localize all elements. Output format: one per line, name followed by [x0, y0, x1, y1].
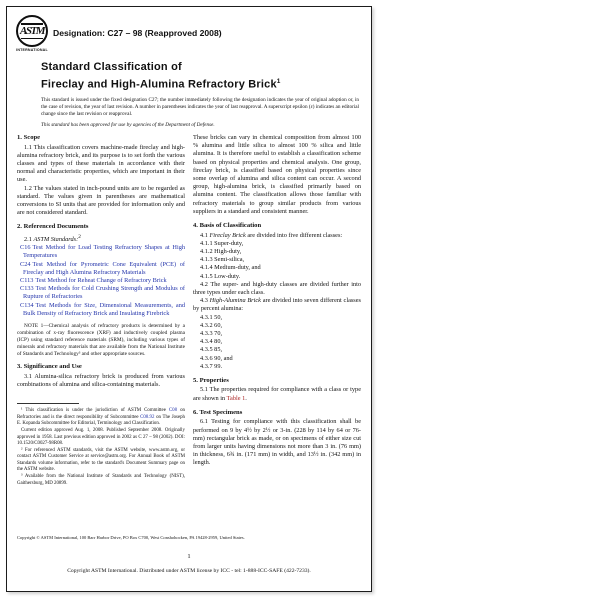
- paragraph-4-2: 4.2 The super- and high-duty classes are divided further into three types under each class.: [193, 280, 361, 296]
- paragraph-3-1: 3.1 Alumina-silica refractory brick is produced from various combinations of alumina and silica-containing materials.: [17, 372, 185, 389]
- list-item: 4.3.2 60,: [200, 321, 223, 329]
- list-item: 4.1.1 Super-duty,: [200, 239, 244, 247]
- table-1-link[interactable]: Table 1: [226, 394, 246, 402]
- paragraph-6-1: 6.1 Testing for compliance with this classification shall be performed on 9 by 4½ by 2½ or 3-in. (228 by 114 by 64 or 76-mm) rectangular brick as made, or on specimens of either size cut from larger units having dimensions not more than 3 in. (76 mm) in thickness, 6¾ in. (171 mm) in width, and 13½ in. (342 mm) in length.: [193, 418, 361, 467]
- footnote-divider: [17, 403, 79, 404]
- page-number: 1: [187, 553, 191, 560]
- astm-logo-monogram: ASTM: [20, 25, 44, 37]
- section-2-heading: 2. Referenced Documents: [17, 223, 89, 231]
- body-columns: [17, 134, 361, 488]
- section-6-heading: 6. Test Specimens: [193, 408, 243, 416]
- list-item: 4.3.1 50,: [200, 313, 223, 321]
- section-5-heading: 5. Properties: [193, 376, 229, 384]
- list-item: 4.3.3 70,: [200, 329, 223, 337]
- list-item: 4.3.4 80,: [200, 338, 223, 346]
- paragraph-1-2: 1.2 The values stated in inch-pound units are to be regarded as standard. The values given in parentheses are mathematical conversions to SI units that are provided for information only and are not considered standard.: [17, 184, 185, 217]
- list-item: 4.1.4 Medium-duty, and: [200, 264, 261, 272]
- footnote-2: ² For referenced ASTM standards, visit the ASTM website, www.astm.org, or contact ASTM Customer Service at service@astm.org. For Annual Book of ASTM Standards volume information, refer to the standard's Document Summary page on the ASTM website.: [17, 448, 185, 473]
- page-copyright-line: Copyright © ASTM International, 100 Barr Harbor Drive, PO Box C700, West Conshohocken, PA 19428-2959, United States.: [17, 535, 245, 540]
- title-footnote-marker: 1: [276, 77, 281, 85]
- paragraph-3-1-continuation: These bricks can vary in chemical composition from almost 100 % alumina and little silica to almost 100 % silica and little alumina. It is therefore useful to establish a classification scheme based on physical properties and chemical analysis. One group, fireclay brick, is classified based on physical properties since some overlap of alumina and silica content can occur. A second group, high-alumina brick, is classified primarily based on alumina content. The classification allows those familiar with refractory materials to group similar products from various suppliers in a standard and consistent manner.: [193, 134, 361, 215]
- issued-note: This standard is issued under the fixed designation C27; the number immediately following the designation indicates the year of original adoption or, in the case of revision, the year of last revision. A number in parentheses indicates the year of last reapproval. A superscript epsilon (ε) indicates an editorial change since the last revision or reapproval.: [41, 97, 359, 117]
- document-page: [6, 6, 372, 592]
- license-line: Copyright ASTM International. Distributed under ASTM license by ICC - tel: 1-888-ICC-SAFE (422-7233).: [67, 568, 311, 574]
- left-column: [17, 134, 185, 488]
- list-item: 4.3.6 90, and: [200, 354, 233, 362]
- subcommittee-c08-92-link[interactable]: C08.92: [140, 414, 155, 420]
- list-item: 4.1.2 High-duty,: [200, 247, 242, 255]
- list-item: 4.3.5 85,: [200, 346, 223, 354]
- footnote-3: ³ Available from the National Institute of Standards and Technology (NIST), Gaithersburg, MD 20899.: [17, 474, 185, 486]
- footnote-2-marker: 2: [78, 233, 81, 240]
- title-line-1: Standard Classification of: [41, 61, 182, 73]
- standard-title: [41, 61, 281, 92]
- list-item: 4.1.5 Low-duty.: [200, 272, 241, 280]
- paragraph-4-1: 4.1 Fireclay Brick are divided into five different classes:: [200, 231, 343, 239]
- list-item: 4.3.7 99.: [200, 362, 223, 370]
- paragraph-4-3: 4.3 High-Alumina Brick are divided into seven different classes by percent alumina:: [193, 297, 362, 313]
- reference-link-c113[interactable]: C113 Test Method for Reheat Change of Refractory Brick: [20, 276, 167, 284]
- note-1: NOTE 1—Chemical analysis of refractory products is determined by a combination of x-ray fluorescence (XRF) and inductively coupled plasma (ICP) using standard reference materials (SRM), including various types of minerals and refractory materials that are available from the National Institute of Standards and Technology³ and other appropriate sources.: [17, 322, 185, 357]
- section-3-heading: 3. Significance and Use: [17, 363, 82, 371]
- right-column: [193, 134, 361, 488]
- designation-line: Designation: C27 – 98 (Reapproved 2008): [53, 28, 222, 38]
- reference-link-c134[interactable]: C134 Test Methods for Size, Dimensional Measurements, and Bulk Density of Refractory Brick and Insulating Firebrick: [20, 301, 185, 317]
- footnote-1: ¹ This classification is under the jurisdiction of ASTM Committee C08 on Refractories and is the direct responsibility of Subcommittee C08.92 on The Joseph E. Kopanda Subcommittee for Editorial, Terminology and Classification.: [17, 408, 186, 426]
- paragraph-2-1: 2.1 ASTM Standards:$^2$: [24, 233, 81, 243]
- title-line-2: Fireclay and High-Alumina Refractory Brick$^1$: [41, 77, 281, 91]
- list-item: 4.1.3 Semi-silica,: [200, 256, 245, 264]
- reference-link-c133[interactable]: C133 Test Methods for Cold Crushing Strength and Modulus of Rupture of Refractories: [20, 285, 185, 301]
- paragraph-1-1: 1.1 This classification covers machine-made fireclay and high-alumina refractory brick, and its purpose is to set forth the various classes and types of these materials in accordance with their normal and characteristic properties, which are important in their use.: [17, 143, 185, 184]
- section-4-heading: 4. Basis of Classification: [193, 222, 262, 230]
- astm-logo-circle: [16, 15, 48, 47]
- paragraph-5-1: 5.1 The properties required for compliance with a class or type are shown in Table 1.: [193, 386, 361, 402]
- committee-c08-link[interactable]: C08: [168, 408, 178, 414]
- dod-note: This standard has been approved for use by agencies of the Department of Defense.: [41, 122, 215, 128]
- reference-link-c16[interactable]: C16 Test Method for Load Testing Refractory Shapes at High Temperatures: [20, 244, 185, 260]
- section-1-heading: 1. Scope: [17, 134, 41, 141]
- footnote-edition: Current edition approved Aug. 1, 2008. Published September 2008. Originally approved in 1958. Last previous edition approved in 2002 as C 27 – 98 (2002). DOI: 10.1520/C0027-98R08.: [17, 428, 185, 446]
- astm-logo-subtitle: INTERNATIONAL: [16, 48, 48, 52]
- reference-link-c24[interactable]: C24 Test Method for Pyrometric Cone Equivalent (PCE) of Fireclay and High Alumina Refractory Materials: [20, 260, 185, 276]
- astm-logo-icon: [12, 15, 52, 52]
